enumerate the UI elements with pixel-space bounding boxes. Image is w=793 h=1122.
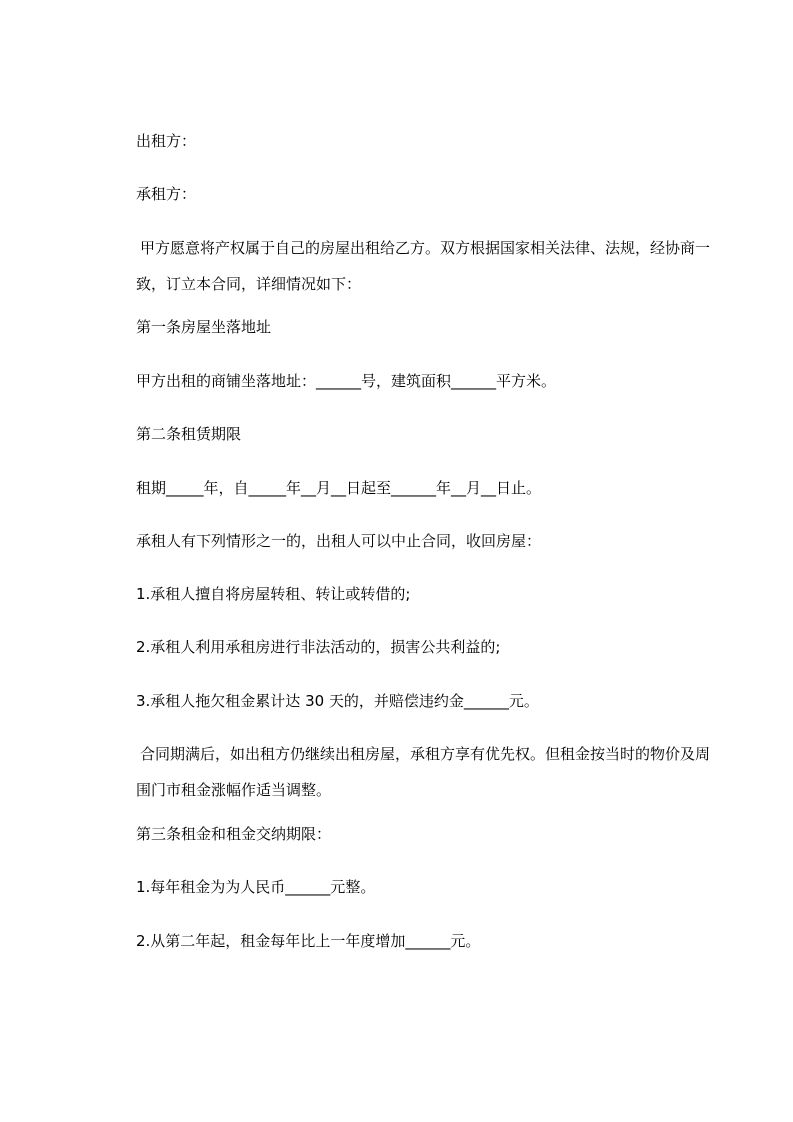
article3-title: 第三条租金和租金交纳期限： [136, 825, 332, 843]
article2-renewal: 合同期满后，如出租方仍继续出租房屋，承租方享有优先权。但租金按当时的物价及周围门市租金涨幅作适当调整。 [136, 745, 711, 799]
article2-item-3: 3.承租人拖欠租金累计达 30 天的，并赔偿违约金______元。 [136, 692, 539, 710]
article1-title: 第一条房屋坐落地址 [136, 318, 272, 336]
intro-paragraph: 甲方愿意将产权属于自己的房屋出租给乙方。双方根据国家相关法律、法规，经协商一致，订立本合同，详细情况如下： [136, 239, 711, 293]
article2-term: 租期_____年，自_____年__月__日起至______年__月__日止。 [136, 479, 542, 497]
article2-condition: 承租人有下列情形之一的，出租人可以中止合同，收回房屋： [136, 532, 542, 550]
article2-item-2: 2.承租人利用承租房进行非法活动的，损害公共利益的; [136, 638, 501, 656]
lessee-label: 承租方： [136, 185, 197, 203]
article3-item-1: 1.每年租金为为人民币______元整。 [136, 878, 376, 896]
article2-title: 第二条租赁期限 [136, 425, 242, 443]
article1-text: 甲方出租的商铺坐落地址：______号，建筑面积______平方米。 [136, 372, 557, 390]
article2-item-1: 1.承租人擅自将房屋转租、转让或转借的; [136, 585, 411, 603]
lessor-label: 出租方： [136, 132, 197, 150]
article3-item-2: 2.从第二年起，租金每年比上一年度增加______元。 [136, 932, 481, 950]
